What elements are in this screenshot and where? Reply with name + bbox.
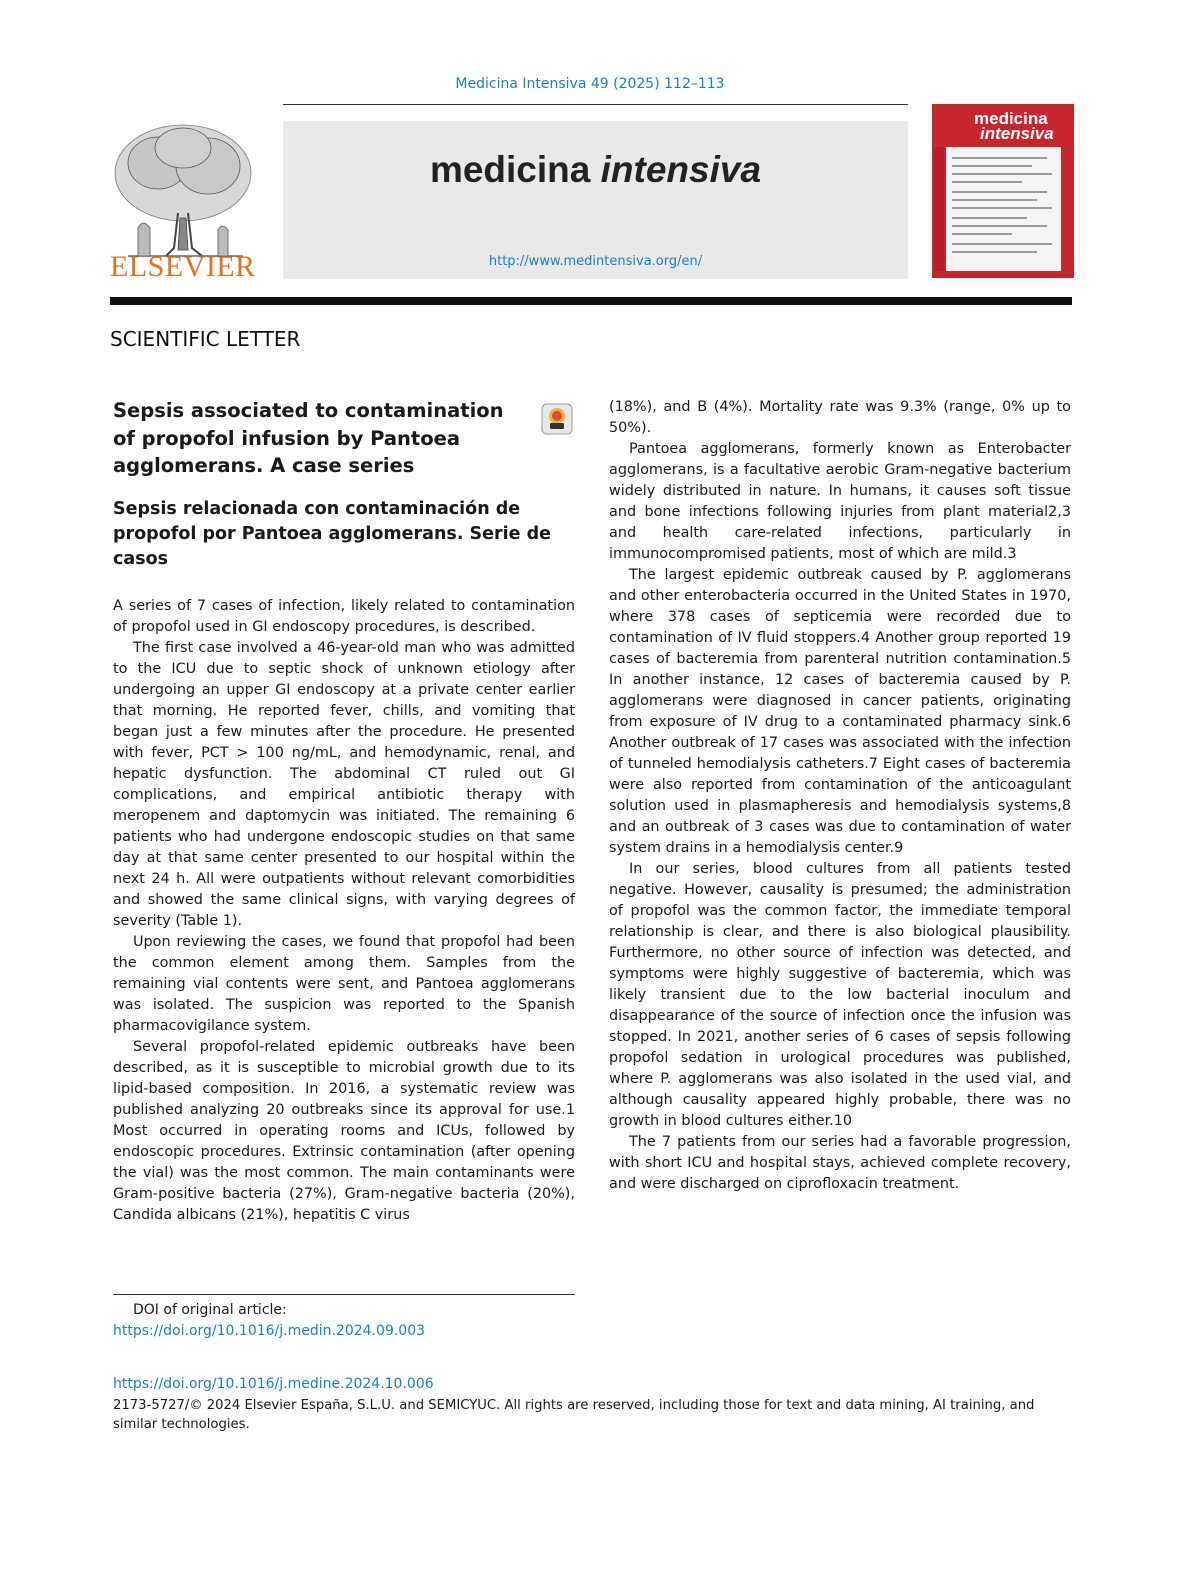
body-paragraph: (18%), and B (4%). Mortality rate was 9.3% (range, 0% up to 50%).: [609, 399, 1071, 436]
original-doi-link[interactable]: https://doi.org/10.1016/j.medin.2024.09.003: [113, 1323, 426, 1339]
body-paragraph: Pantoea agglomerans, formerly known as Enterobacter agglomerans, is a facultative aerobic Gram-negative bacterium widely distributed in nature. In humans, it causes soft tissue and bone infections following injuries from plant material2,3 and health care-related infections, particularly in immunocompromised patients, most of which are mild.3: [609, 441, 1071, 562]
header-thick-rule: [110, 297, 1072, 305]
abstract-paragraph: A series of 7 cases of infection, likely related to contamination of propofol used in GI endoscopy procedures, is described.: [113, 597, 575, 635]
left-column: [113, 397, 575, 1226]
article-title-en: Sepsis associated to contamination of propofol infusion by Pantoea agglomerans. A case series: [113, 399, 504, 477]
section-label: SCIENTIFIC LETTER: [110, 327, 301, 351]
cover-sidebar: [934, 147, 944, 271]
journal-banner: [283, 121, 908, 279]
copyright-notice: 2173-5727/© 2024 Elsevier España, S.L.U. and SEMICYUC. All rights are reserved, including those for text and data mining, AI training, and similar technologies.: [113, 1398, 1035, 1432]
footnote: [113, 1300, 583, 1342]
header-rule: [283, 104, 908, 105]
body-paragraph: Several propofol-related epidemic outbreaks have been described, as it is susceptible to microbial growth due to its lipid-based composition. In 2016, a systematic review was published analyzing 20 outbreaks since its approval for use.1 Most occurred in operating rooms and ICUs, followed by endoscopic procedures. Extrinsic contamination (after opening the vial) was the most common. The main contaminants were Gram-positive bacteria (27%), Gram-negative bacteria (20%), Candida albicans (21%), hepatitis C virus: [113, 1038, 575, 1223]
body-paragraph: The 7 patients from our series had a favorable progression, with short ICU and hospital stays, achieved complete recovery, and were discharged on ciprofloxacin treatment.: [609, 1134, 1071, 1192]
right-column: [609, 397, 1071, 1195]
cover-title-line1: medicina: [974, 109, 1048, 128]
footnote-rule: [113, 1294, 575, 1295]
journal-title: medicina intensiva: [429, 149, 762, 190]
cover-title-line2: intensiva: [980, 124, 1054, 143]
footnote-label: DOI of original article:: [133, 1302, 287, 1318]
journal-url-link[interactable]: http://www.medintensiva.org/en/: [488, 254, 703, 269]
cover-contents: [946, 147, 1061, 271]
body-paragraph: Upon reviewing the cases, we found that propofol had been the common element among them. Samples from the remaining vial contents were sent, and Pantoea agglomerans was isolated. The suspicion was reported to the Spanish pharmacovigilance system.: [113, 933, 575, 1034]
article-doi-link[interactable]: https://doi.org/10.1016/j.medine.2024.10.006: [113, 1376, 434, 1392]
elsevier-wordmark: ELSEVIER: [110, 250, 256, 283]
article-title-es: Sepsis relacionada con contaminación de propofol por Pantoea agglomerans. Serie de casos: [113, 498, 552, 569]
journal-cover-thumbnail: [932, 104, 1074, 278]
body-paragraph: The largest epidemic outbreak caused by P. agglomerans and other enterobacteria occurred in the United States in 1970, where 378 cases of septicemia were recorded due to contamination of IV fluid stoppers.4 Another group reported 19 cases of bacteremia from parenteral nutrition contamination.5 In another instance, 12 cases of bacteremia caused by P. agglomerans were diagnosed in cancer patients, originating from exposure of IV drug to a contaminated pharmacy sink.6 Another outbreak of 17 cases was associated with the infection of tunneled hemodialysis catheters.7 Eight cases of bacteremia were also reported from contamination of the anticoagulant solution used in plasmapheresis and hemodialysis systems,8 and an outbreak of 3 cases was due to contamination of water system drains in a hemodialysis center.9: [609, 567, 1071, 856]
body-paragraph: In our series, blood cultures from all patients tested negative. However, causality is presumed; the administration of propofol was the common factor, the immediate temporal relationship is clear, and there is also biological plausibility. Furthermore, no other source of infection was detected, and symptoms were highly suggestive of bacteremia, which was likely transient due to the low bacterial inoculum and disappearance of the source of infection once the infusion was stopped. In 2021, another series of 6 cases of sepsis following propofol sedation in urological procedures was published, where P. agglomerans was also isolated in the used vial, and although causality appeared highly probable, there was no growth in blood cultures either.10: [609, 861, 1071, 1129]
body-paragraph: The first case involved a 46-year-old man who was admitted to the ICU due to septic shock of unknown etiology after undergoing an upper GI endoscopy at a private center earlier that morning. He reported fever, chills, and vomiting that began just a few minutes after the procedure. He presented with fever, PCT > 100 ng/mL, and hemodynamic, renal, and hepatic dysfunction. The abdominal CT ruled out GI complications, and empirical antibiotic therapy with meropenem and daptomycin was initiated. The remaining 6 patients who had undergone endoscopic studies on that same day at that same center presented to our hospital within the next 24 h. All were outpatients without relevant comorbidities and showed the same clinical signs, with varying degrees of severity (Table 1).: [113, 639, 575, 929]
journal-reference: Medicina Intensiva 49 (2025) 112–113: [455, 76, 725, 92]
